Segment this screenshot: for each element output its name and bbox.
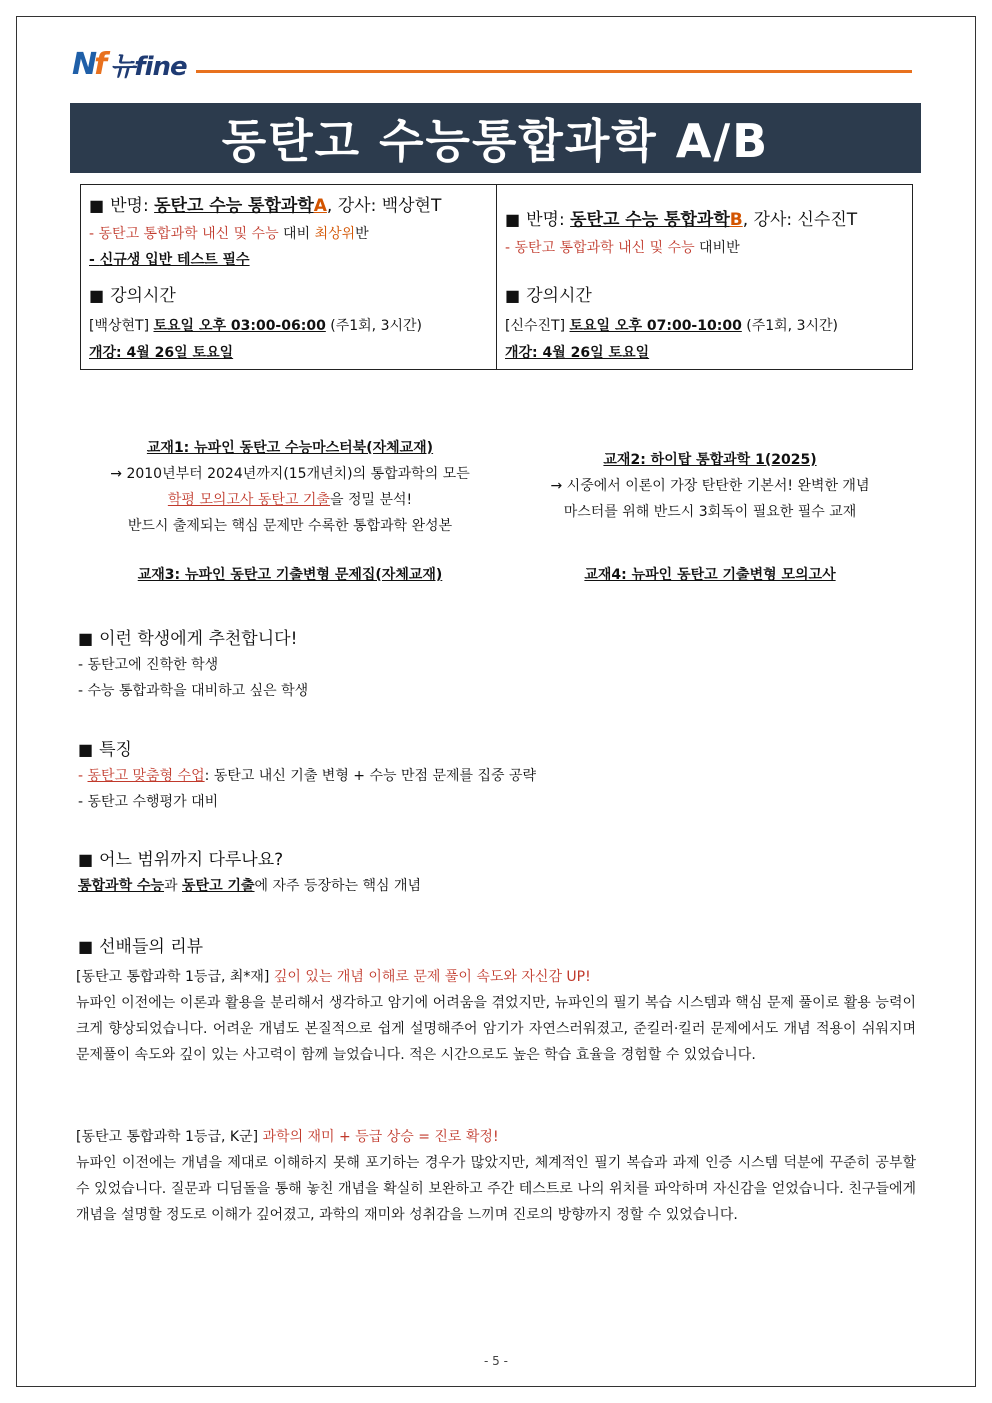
page-number: - 5 - xyxy=(484,1354,508,1368)
reviews-heading: 선배들의 리뷰 xyxy=(99,937,204,957)
class-a-time: [백상현T] 토요일 오후 03:00-06:00 (주1회, 3시간) xyxy=(89,318,422,334)
review-1-body: 뉴파인 이전에는 이론과 활용을 분리해서 생각하고 암기에 어려움을 겪었지만, 뉴파인의 필기 복습 시스템과 핵심 문제 풀이로 활용 능력이 크게 향상되었습니다. 어려운 개념도 본질적으로 쉽게 설명해주어 암기가 자연스러워졌고, 준킬러·킬러 문제에서도 개념 적용이 쉬워지며 문제풀이 속도와 깊이 있는 사고력이 함께 늘었습니다. 적은 시간으로도 높은 학습 효율을 경험할 수 있었습니다. xyxy=(76,995,916,1063)
header-rule xyxy=(196,70,912,73)
class-a-test: - 신규생 입반 테스트 필수 xyxy=(89,252,250,268)
review-2: [동탄고 통합과학 1등급, K군] 과학의 재미 + 등급 상승 = 진로 확정! 뉴파인 이전에는 개념을 제대로 이해하지 못해 포기하는 경우가 많았지만, 체계적인 필기 복습과 과제 인증 시스템 덕분에 꾸준히 공부할 수 있었습니다. 질문과 디딤돌을 통해 놓친 개념을 확실히 보완하고 주간 테스트로 나의 위치를 파악하며 자신감을 얻었습니다. 친구들에게 개념을 설명할 정도로 이해가 깊어졌고, 과학의 재미와 성취감을 느끼며 진로의 방향까지 정할 수 있었습니다. xyxy=(76,1124,916,1228)
class-a-time-head: ■ 강의시간 xyxy=(89,286,176,306)
class-b-name: 동탄고 수능 통합과학 xyxy=(570,210,730,230)
textbook-2-title: 교재2: 하이탑 통합과학 1(2025) xyxy=(603,452,817,468)
review-1: [동탄고 통합과학 1등급, 최*재] 깊이 있는 개념 이해로 문제 풀이 속도와 자신감 UP! 뉴파인 이전에는 이론과 활용을 분리해서 생각하고 암기에 어려움을 겪었지만, 뉴파인의 필기 복습 시스템과 핵심 문제 풀이로 활용 능력이 크게 향상되었습니다. 어려운 개념도 본질적으로 쉽게 설명해주어 암기가 자연스러워졌고, 준킬러·킬러 문제에서도 개념 적용이 쉬워지며 문제풀이 속도와 깊이 있는 사고력이 함께 늘었습니다. 적은 시간으로도 높은 학습 효율을 경험할 수 있었습니다. xyxy=(76,964,916,1068)
square-bullet-icon: ■ xyxy=(89,196,105,215)
textbook-2: 교재2: 하이탑 통합과학 1(2025) → 시중에서 이론이 가장 탄탄한 기본서! 완벽한 개념 마스터를 위해 반드시 3회독이 필요한 필수 교재 xyxy=(500,447,920,525)
class-b-teacher: , 강사: 신수진T xyxy=(742,210,858,230)
square-bullet-icon: ■ xyxy=(505,210,521,229)
class-a-name-line: ■ 반명: 동탄고 수능 통합과학A, 강사: 백상현T xyxy=(89,196,442,216)
logo-n: N xyxy=(72,46,95,82)
review-2-body: 뉴파인 이전에는 개념을 제대로 이해하지 못해 포기하는 경우가 많았지만, 체계적인 필기 복습과 과제 인증 시스템 덕분에 꾸준히 공부할 수 있었습니다. 질문과 디딤돌을 통해 놓친 개념을 확실히 보완하고 주간 테스트로 나의 위치를 파악하며 자신감을 얻었습니다. 친구들에게 개념을 설명할 정도로 이해가 깊어졌고, 과학의 재미와 성취감을 느끼며 진로의 방향까지 정할 수 있었습니다. xyxy=(76,1155,916,1223)
square-bullet-icon: ■ xyxy=(78,740,94,759)
square-bullet-icon: ■ xyxy=(505,286,521,305)
reviews-heading-row xyxy=(78,934,203,960)
page-title: 동탄고 수능통합과학 A/B xyxy=(70,103,921,173)
list-item: - 동탄고 맞춤형 수업: 동탄고 내신 기출 변형 + 수능 만점 문제를 집중 공략 xyxy=(78,768,537,784)
logo-f: f xyxy=(94,46,105,82)
class-b-column xyxy=(496,185,912,369)
square-bullet-icon: ■ xyxy=(78,850,94,869)
list-item: - 수능 통합과학을 대비하고 싶은 학생 xyxy=(78,683,309,699)
class-b-open: 개강: 4월 26일 토요일 xyxy=(505,345,650,361)
features-heading: 특징 xyxy=(99,740,132,760)
class-b-time-head: ■ 강의시간 xyxy=(505,286,592,306)
class-a-teacher: , 강사: 백상현T xyxy=(326,196,442,216)
textbook-1: 교재1: 뉴파인 동탄고 수능마스터북(자체교재) → 2010년부터 2024년까지(15개년치)의 통합과학의 모든 학평 모의고사 동탄고 기출을 정밀 분석! 반드시 출제되는 핵심 문제만 수록한 통합과학 완성본 xyxy=(80,435,500,539)
scope-section xyxy=(78,847,421,899)
class-b-time: [신수진T] 토요일 오후 07:00-10:00 (주1회, 3시간) xyxy=(505,318,838,334)
class-b-name-line: ■ 반명: 동탄고 수능 통합과학B, 강사: 신수진T xyxy=(505,210,858,230)
logo-mark xyxy=(72,47,104,82)
class-a-open: 개강: 4월 26일 토요일 xyxy=(89,345,234,361)
square-bullet-icon: ■ xyxy=(78,629,94,648)
class-b-letter: B xyxy=(729,210,743,230)
list-item: - 동탄고 수행평가 대비 xyxy=(78,794,219,810)
class-a-letter: A xyxy=(313,196,327,216)
textbook-4-title: 교재4: 뉴파인 동탄고 기출변형 모의고사 xyxy=(584,567,836,583)
square-bullet-icon: ■ xyxy=(89,286,105,305)
textbook-1-title: 교재1: 뉴파인 동탄고 수능마스터북(자체교재) xyxy=(146,440,434,456)
logo xyxy=(72,46,187,82)
class-info-box xyxy=(80,184,913,370)
list-item: - 동탄고에 진학한 학생 xyxy=(78,657,219,673)
recommend-heading: 이런 학생에게 추천합니다! xyxy=(99,629,298,649)
class-a-name: 동탄고 수능 통합과학 xyxy=(154,196,314,216)
square-bullet-icon: ■ xyxy=(78,937,94,956)
logo-text: 뉴fine xyxy=(110,51,187,82)
class-b-desc: - 동탄고 통합과학 내신 및 수능 대비반 xyxy=(505,240,740,256)
scope-text: 통합과학 수능과 동탄고 기출에 자주 등장하는 핵심 개념 xyxy=(78,878,422,894)
class-a-desc: - 동탄고 통합과학 내신 및 수능 대비 최상위반 xyxy=(89,226,369,242)
recommend-section xyxy=(78,626,308,704)
textbook-3-title: 교재3: 뉴파인 동탄고 기출변형 문제집(자체교재) xyxy=(137,567,443,583)
features-section xyxy=(78,737,536,815)
scope-heading: 어느 범위까지 다루나요? xyxy=(99,850,284,870)
class-a-column xyxy=(81,185,496,369)
